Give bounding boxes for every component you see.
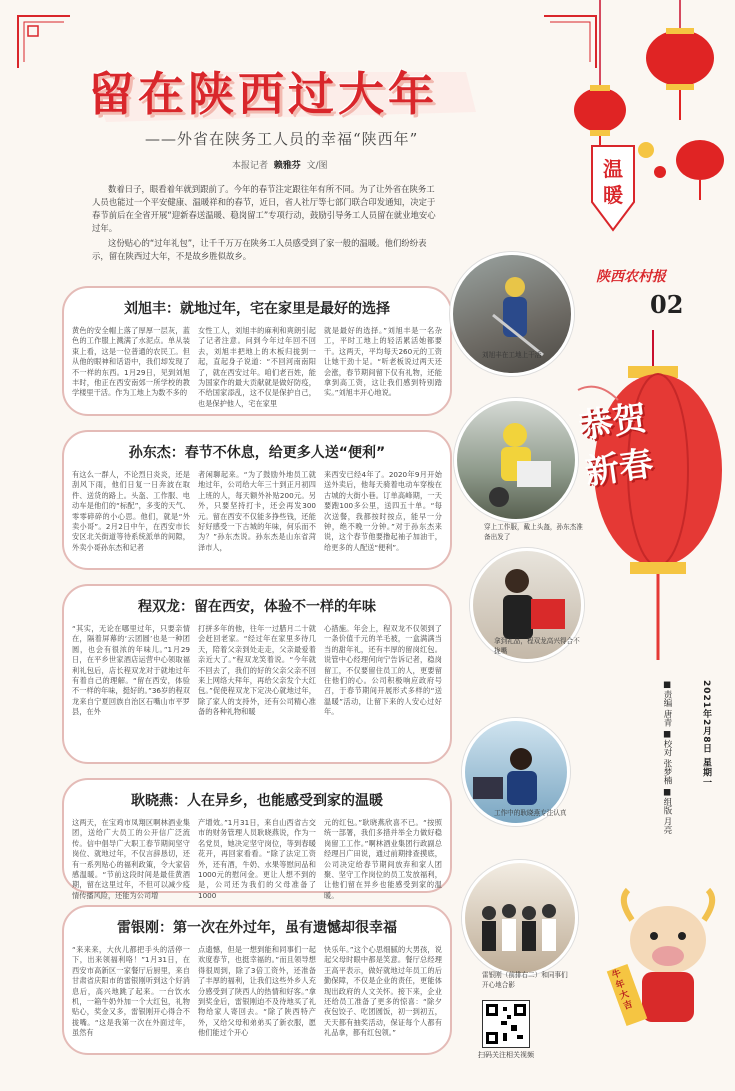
story-column: “来来来，大伙儿都把手头的活停一下，出来领福利咯！”1月31日，在西安市高新区一家餐厅后厨里，来自甘肃省庆阳市的雷银刚听到这个好消息后，高兴地跳了起来。一台饮水机，一箱牛奶外加一个大红包，礼物贴心，奖金又多，雷银刚开心得合不拢嘴。“这是我第一次在外面过年，虽然有 xyxy=(72,945,190,1038)
byline-prefix: 本报记者 xyxy=(232,161,269,171)
group-figures-icon xyxy=(465,863,575,973)
story-title: 程双龙：留在西安，体验不一样的年味 xyxy=(138,599,376,615)
byline-author: 赖雅芬 xyxy=(273,161,301,171)
photo-sun-courier xyxy=(454,398,578,522)
byline-suffix: 文/图 xyxy=(306,161,328,171)
wennuan-char-2: 暖 xyxy=(603,183,623,207)
story-card-geng xyxy=(62,778,452,900)
byline xyxy=(232,158,328,171)
editor-credits: ■责编 唐青 ■校对 张梦楠 ■组版 月亮 xyxy=(662,680,672,835)
story-column: 女性工人，刘旭丰的麻利和爽朗引起了记者注意。问到今年过年回不回去，刘旭丰把地上的木板归拢到一起，直起身子说道：“不回河南南阳了，就在西安过年。咱们老百姓，能为国家作的最大贡献就是做好防疫，不给国家添乱，这不仅是保护自己，也是保护他人，宅在家里 xyxy=(198,326,316,408)
story-title: 雷银刚：第一次在外过年，虽有遗憾却很幸福 xyxy=(117,920,397,936)
story-column: 有这么一群人，不论烈日炎炎，还是刮风下雨，他们日复一日奔波在取件、送货的路上。头盔、工作服、电动车是他们的“标配”，多变的天气、零零碎碎的小心思。他们，就是“外卖小哥”。2月2日中午，在西安市长安区北关街道等待系统派单的间隙，外卖小哥孙东杰和记者 xyxy=(72,470,190,552)
story-column: 来西安已经4年了。2020年9月开始送外卖后，他每天骑着电动车穿梭在古城的大街小巷。订单高峰期，一天要跑100多公里，送四五十单。“每次送餐，我都按时按点，能早一分钟，绝不晚一分钟。”对于孙东杰来说，这个春节他要撸起袖子加油干，给更多的人配送“便利”。 xyxy=(324,470,442,552)
corner-ornament-top-left xyxy=(14,12,74,72)
story-column: 就是最好的选择。”刘旭丰是一名杂工，平时工地上的轻活累活她都要干。这两天，平均每天260元的工资让她干劲十足。“听老板说过两天还会涨，春节期间留下仅有礼物，还能拿到高工资，这让我们感到特别踏实。”刘旭丰开心地说。 xyxy=(324,326,442,398)
page-title: 留在陕西过大年 xyxy=(88,67,438,121)
courier-figure-icon xyxy=(457,401,575,519)
story-column: 产增效。”1月31日，来自山西省古交市的财务管理人员耿晓燕说，作为一名党员，她决定坚守岗位，等到春暖花开，再回家看看。“除了法定工资外，还有酒，牛奶、水果等慰问品和1000元的慰问金。更让人想不到的是，公司还为我们的父母准备了1000 xyxy=(198,818,316,900)
photo-lei-group xyxy=(462,860,578,976)
caption-cheng: 拿到礼品，程双龙高兴得合不拢嘴 xyxy=(494,637,580,655)
qr-caption: 扫码关注相关视频 xyxy=(478,1051,534,1059)
story-card-liu xyxy=(62,286,452,416)
story-column: “其实，无论在哪里过年，只要亲情在，隔着屏幕的‘云团圆’也是一种团圆，也会有很浓的年味儿。”1月29日，在平乡世家酒店运营中心领取福利礼包后，店长程双龙对于就地过年有着自己的理解。“留在西安，体验不一样的年味，挺好的。”36岁的程双龙来自宁夏回族自治区石嘴山市平罗县，在外 xyxy=(72,624,190,717)
story-column: 者闲聊起来。“为了鼓励外地员工就地过年，公司给大年三十到正月初四上班的人，每天额外补贴200元。另外，只要坚持打卡，还会再发300元。留在西安不仅能多挣些钱，还能好好感受一下古城的年味，何乐而不为？”孙东杰说。孙东杰是山东省菏泽市人， xyxy=(198,470,316,552)
wennuan-badge xyxy=(586,142,640,234)
story-column: 黄色的安全帽上落了厚厚一层灰，蓝色的工作服上溅满了水泥点。单从装束上看，这是一位普通的农民工。但从他的眼神和话语中，我们却发现了不一样的东西。1月29日，见到刘旭丰时，他正在西安南郊一所学校的教学楼里干活。作为工地上为数不多的 xyxy=(72,326,190,398)
caption-lei: 雷银刚（前排右二）和同事们开心地合影 xyxy=(482,971,568,989)
intro-paragraph-1: 数着日子，眼看着年就到跟前了。今年的春节注定跟往年有所不同。为了让外省在陕务工人员也能过一个平安健康、温暖祥和的春节，近日，省人社厅等七部门联合印发通知，决定于春节前后在全省开展“迎新春送温暖、稳岗留工”专项行动，鼓励引导务工人员留在就业地安心过年。 xyxy=(92,184,436,233)
caption-sun: 穿上工作服，戴上头盔，孙东杰准备出发了 xyxy=(484,523,583,541)
story-card-lei xyxy=(62,905,452,1055)
page-number: 02 xyxy=(650,290,684,319)
story-title: 刘旭丰：就地过年，宅在家里是最好的选择 xyxy=(124,301,390,317)
story-card-cheng xyxy=(62,584,452,764)
story-column: 点遗憾，但是一想到能和同事们一起欢度春节，也挺幸福的。”而且领导想得很周到，除了3倍工资外，还准备了丰厚的福利，让我们这些外乡人充分感受到了陕西人的热情和好客。”拿到奖金后，雷银刚迫不及待地买了礼物给家人寄回去。“除了陕西特产外，又给父母和弟弟买了新衣服，愿他们能过个开心 xyxy=(198,945,316,1038)
story-title: 孙东杰：春节不休息，给更多人送“便利” xyxy=(128,445,386,461)
ox-banner-text: 牛年大吉 xyxy=(610,968,635,1013)
page-subtitle: ——外省在陕务工人员的幸福“陕西年” xyxy=(145,130,419,148)
story-column: 这两天，在宝鸡市凤翔区啊林酒业集团，送给广大员工的公开信广泛流传。信中倡导广大职工春节期间坚守岗位、就地过年，不仅言辞恳切，还有一系列贴心的福利政策，令大家倍感温暖。“节前这段时间是最佳黄酒期，留在这里过年，不但可以减少疫情传播风险，还能为公司增 xyxy=(72,818,190,900)
greeting-label: 恭贺新春 xyxy=(576,398,656,493)
intro-text xyxy=(92,183,440,265)
story-column: 打拼多年的他，往年一过腊月二十就会赶回老家。“经过年在家里多待几天，陪着父亲到处走走，父亲最爱着亲近大了。”程双龙笑着说。“今年就不回去了，我们的好的父亲父亲不回来上网络大拜年，再给父亲发个大红包。”促使程双龙下定决心就地过年，除了家人的支持外，还有公司精心准备的各种礼物和暖 xyxy=(198,624,316,717)
caption-liu: 刘旭丰在工地上干活 xyxy=(482,351,542,359)
qr-code-icon[interactable] xyxy=(482,1000,530,1048)
caption-geng: 工作中的耿晓燕专注认真 xyxy=(494,809,567,817)
story-title: 耿晓燕：人在异乡，也能感受到家的温暖 xyxy=(131,793,383,809)
intro-paragraph-2: 这份贴心的“过年礼包”，让千千万万在陕务工人员感受到了家一般的温暖。他们纷纷表示，留在陕西过大年，不是故乡胜似故乡。 xyxy=(92,238,427,261)
story-column: 快乐年。”这个心思细腻的大男孩，说起父母时眼中都是笑意。餐厅总经理王高平表示，做好就地过年员工的后勤保障，不仅是企业的责任，更能体现出政府的人文关怀。接下来，企业还给员工准备了更多的惊喜：“除夕夜包饺子、吃团圆饭，初一到初五，天天都有抽奖活动，保证每个人都有礼品拿，都有红包领。” xyxy=(324,945,442,1038)
issue-date: 2021年2月8日 星期一 xyxy=(701,680,711,788)
wennuan-char-1: 温 xyxy=(603,157,623,181)
paper-name: 陕西农村报 xyxy=(596,269,666,285)
greeting-lantern xyxy=(578,330,728,670)
story-column: 元的红包。”耿晓燕欣喜不已。“按照统一部署，我们多措并举全力做好稳岗留工工作。”啊林酒业集团行政副总经理吕广田说，通过前期排查摸底，公司决定给春节期间放弃和家人团聚、坚守工作岗位的员工发放福利，让他们留在异乡也能感受到家的温暖。 xyxy=(324,818,442,900)
greeting-text xyxy=(576,396,656,495)
story-card-sun xyxy=(62,430,452,570)
story-column: 心措施。年会上，程双龙不仅领到了一条价值千元的羊毛被，一盒满满当当的甜年礼，还有丰厚的留岗红包。说管中心经理何向宁告诉记者，稳岗留工，不仅要留住员工的人，更要留住他们的心。公司积极响应政府号召，于春节期间开展形式多样的“送温暖”活动，让留下来的人安心过好年。 xyxy=(324,624,442,717)
